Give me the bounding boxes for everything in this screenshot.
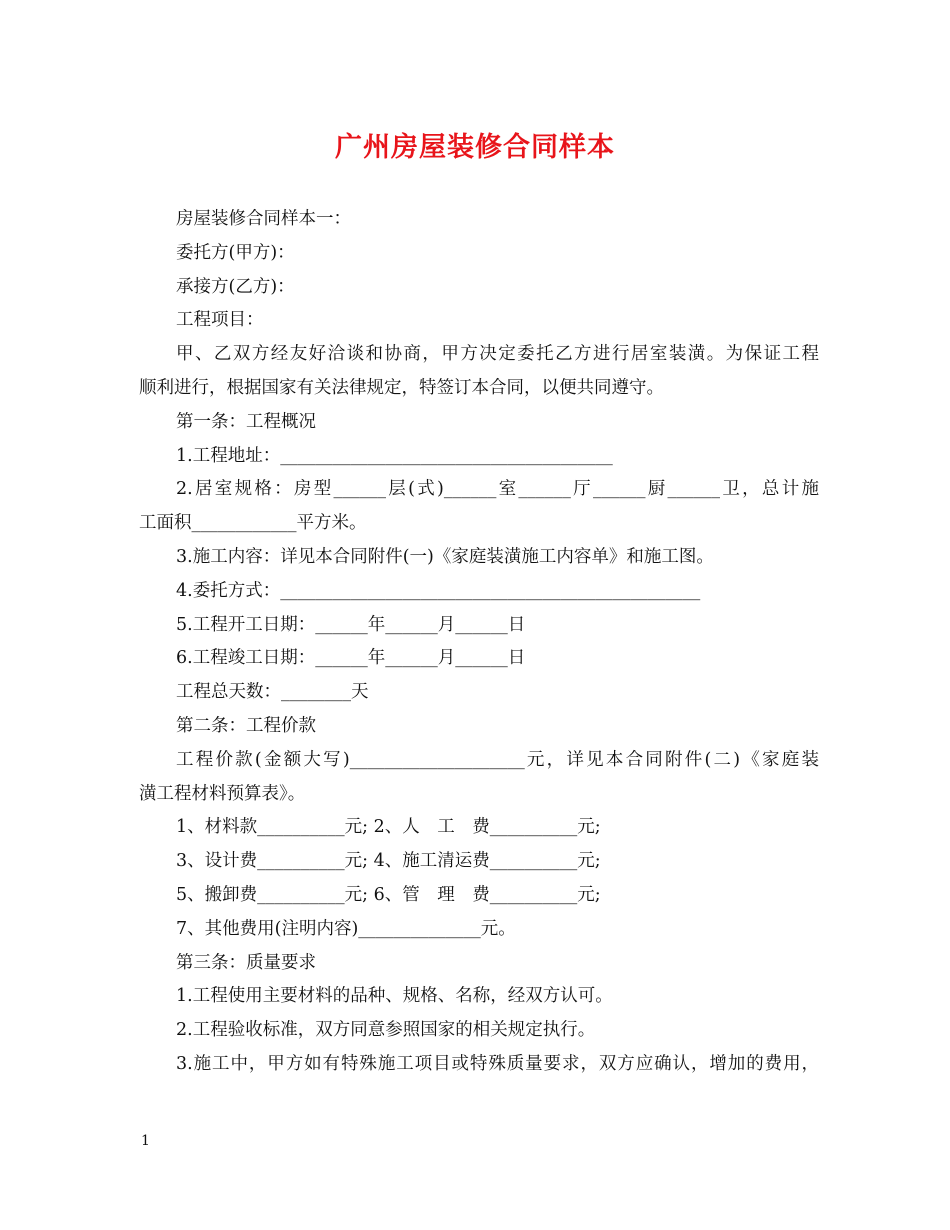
quality-item-2: 2.工程验收标准，双方同意参照国家的相关规定执行。	[176, 1020, 596, 1041]
project-price-line-2: 潢工程材料预算表》。	[139, 783, 306, 804]
client-party-field: 委托方(甲方)：	[176, 242, 295, 263]
contract-body	[139, 203, 819, 1082]
project-field: 工程项目：	[176, 310, 264, 331]
page-title: 广州房屋装修合同样本	[335, 132, 615, 163]
fee-line-design-cleanup: 3、设计费__________元; 4、施工清运费__________元;	[176, 851, 601, 872]
preamble-line-1: 甲、乙双方经友好洽谈和协商，甲方决定委托乙方进行居室装潢。为保证工程	[176, 344, 819, 365]
article-three-heading: 第三条：质量要求	[176, 952, 316, 973]
completion-date-field: 6.工程竣工日期：______年______月______日	[176, 648, 526, 669]
construction-content-item: 3.施工内容：详见本合同附件(一)《家庭装潢施工内容单》和施工图。	[176, 546, 714, 567]
preamble-line-2: 顺利进行，根据国家有关法律规定，特签订本合同，以便共同遵守。	[139, 377, 664, 398]
quality-item-1: 1.工程使用主要材料的品种、规格、名称，经双方认可。	[176, 986, 613, 1007]
section-heading-sample-one: 房屋装修合同样本一：	[176, 209, 351, 229]
room-spec-line-1: 2.居室规格：房型______层(式)______室______厅______厨______卫，总计施	[176, 479, 819, 500]
total-days-field: 工程总天数：________天	[176, 682, 369, 703]
quality-item-3: 3.施工中，甲方如有特殊施工项目或特殊质量要求，双方应确认，增加的费用，	[176, 1053, 819, 1074]
start-date-field: 5.工程开工日期：______年______月______日	[176, 614, 526, 635]
article-one-heading: 第一条：工程概况	[176, 411, 316, 432]
project-address-field: 1.工程地址：______________________________________	[176, 445, 613, 466]
project-price-line-1: 工程价款(金额大写)____________________元，详见本合同附件(二)《家庭装	[176, 749, 819, 770]
commission-method-field: 4.委托方式：________________________________________________	[176, 580, 701, 601]
fee-line-other: 7、其他费用(注明内容)______________元。	[176, 918, 516, 939]
fee-line-materials-labor: 1、材料款__________元; 2、人 工 费__________元;	[176, 817, 601, 838]
room-spec-line-2: 工面积____________平方米。	[139, 513, 367, 534]
page-number: 1	[141, 1133, 150, 1149]
contractor-party-field: 承接方(乙方)：	[176, 276, 295, 297]
fee-line-moving-management: 5、搬卸费__________元; 6、管 理 费__________元;	[176, 884, 601, 905]
article-two-heading: 第二条：工程价款	[176, 715, 316, 736]
